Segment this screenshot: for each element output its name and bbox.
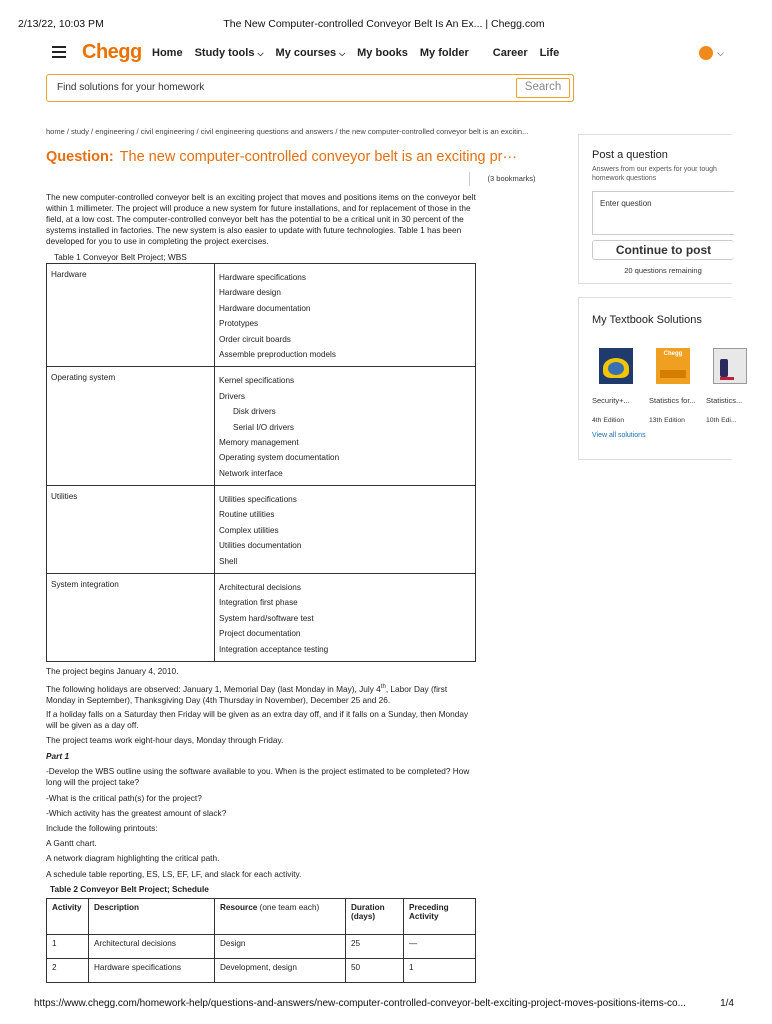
view-all-solutions-link[interactable]: View all solutions (592, 432, 646, 439)
nav-home[interactable] (152, 47, 183, 59)
cell-preceding: — (404, 935, 476, 959)
schedule-table (46, 898, 476, 983)
chevron-down-icon: ⌵ (257, 49, 264, 58)
textbook-list (592, 348, 743, 438)
avatar[interactable] (699, 46, 713, 60)
cell-activity: 1 (47, 935, 89, 959)
cell-description: Architectural decisions (89, 935, 215, 959)
book-cover-image[interactable] (656, 348, 690, 384)
question-intro: The new computer-controlled conveyor belt is an exciting project that moves and positions items on the conveyor belt within 1 millimeter. The project will produce a new system for future installations, and for replacement of those in the field, at a low cost. The computer-controlled conveyor belt has the potential to be a critical unit in 30 percent of the systems installed in factories. The new system is also easier to update with future technologies. Table 1 has been developed for you to use in completing the project exercises. (46, 192, 476, 246)
post-question-subtitle: Answers from our experts for your tough homework questions (592, 166, 717, 182)
post-question-title: Post a question (592, 149, 668, 161)
nav-links (152, 47, 571, 59)
wbs-category: Operating system (47, 367, 215, 486)
search-input[interactable]: Find solutions for your homework (57, 82, 205, 93)
nav-life-label: Life (539, 47, 560, 59)
wbs-item: Routine utilities (219, 510, 275, 520)
wbs-item: Order circuit boards (219, 334, 291, 344)
wbs-item: Assemble preproduction models (219, 349, 336, 359)
question-input-placeholder: Enter question (600, 199, 652, 208)
wbs-item: Memory management (219, 437, 299, 447)
wbs-items (215, 574, 476, 662)
wbs-subitem: Disk drivers (233, 407, 276, 417)
bookmarks-count[interactable]: (3 bookmarks) (469, 172, 553, 186)
nav-study-tools[interactable] (195, 47, 264, 59)
wbs-category: Hardware (47, 264, 215, 367)
book-cover-image[interactable] (713, 348, 747, 384)
questions-remaining: 20 questions remaining (624, 266, 702, 275)
question-item: Include the following printouts: (46, 823, 158, 833)
book-edition: 4th Edition (592, 417, 625, 424)
wbs-item: Operating system documentation (219, 453, 340, 463)
cell-resource: Design (215, 935, 346, 959)
wbs-item: Integration first phase (219, 598, 298, 608)
holidays-text-a: The following holidays are observed: January 1, Memorial Day (last Monday in May), July 4 (46, 683, 381, 694)
print-date: 2/13/22, 10:03 PM (18, 18, 104, 30)
nav-study-tools-label: Study tools (194, 47, 255, 59)
wbs-item: Utilities documentation (219, 541, 302, 551)
wbs-items (215, 367, 476, 486)
question-input[interactable] (592, 191, 734, 235)
question-item: -What is the critical path(s) for the project? (46, 793, 202, 803)
nav-home-label: Home (152, 47, 183, 59)
cell-preceding: 1 (404, 959, 476, 983)
chegg-logo[interactable]: Chegg (82, 41, 142, 63)
question-item: A Gantt chart. (46, 838, 97, 848)
book-title[interactable]: Security+... (592, 396, 630, 405)
wbs-items (215, 486, 476, 574)
cell-duration: 25 (346, 935, 404, 959)
nav-my-courses[interactable] (276, 47, 346, 59)
wbs-item: Network interface (219, 468, 283, 478)
wbs-item: Architectural decisions (219, 583, 301, 593)
wbs-item: Utilities specifications (219, 495, 297, 505)
nav-career[interactable] (493, 47, 528, 59)
wbs-table (46, 263, 476, 662)
wbs-items (215, 264, 476, 367)
wbs-category: System integration (47, 574, 215, 662)
textbook-solutions-card (578, 297, 743, 460)
holidays-text-b: , Labor Day (first Monday in September), Thanksgiving Day (4th Thursday in November), December 25 and 26. (46, 683, 448, 705)
textbook-solutions-title: My Textbook Solutions (592, 314, 702, 326)
question-title: The new computer-controlled conveyor belt is an exciting pr··· (119, 149, 517, 165)
print-url: https://www.chegg.com/homework-help/questions-and-answers/new-computer-controlled-conveyor-belt-exciting-project-moves-positions-items-co... (34, 998, 686, 1009)
wbs-item: System hard/software test (219, 613, 314, 623)
wbs-subitem: Serial I/O drivers (233, 422, 294, 432)
wbs-item: Hardware documentation (219, 303, 311, 313)
part-label: Part 1 (46, 751, 70, 761)
col-resource-note: (one team each) (259, 903, 320, 912)
nav-my-books-label: My books (357, 47, 408, 59)
col-resource (215, 899, 346, 935)
book-edition: 13th Edition (649, 417, 685, 424)
print-page-title: The New Computer-controlled Conveyor Belt Is An Ex... | Chegg.com (223, 18, 545, 30)
wbs-item: Shell (219, 556, 238, 566)
col-description: Description (89, 899, 215, 935)
hamburger-menu-icon[interactable] (52, 46, 66, 58)
table-row (47, 486, 476, 574)
nav-life[interactable] (540, 47, 560, 59)
user-menu[interactable] (699, 46, 724, 60)
search-button[interactable]: Search (516, 78, 570, 98)
holidays-superscript: th (380, 684, 386, 690)
table-row (47, 959, 476, 983)
book-cover-label: Chegg (663, 351, 683, 357)
nav-career-label: Career (492, 47, 528, 59)
book-edition: 10th Edi... (706, 417, 737, 424)
question-item: A network diagram highlighting the critical path. (46, 853, 220, 863)
question-label: Question: (46, 149, 114, 165)
wbs-item: Hardware design (219, 288, 281, 298)
workdays-text: The project teams work eight-hour days, Monday through Friday. (46, 735, 284, 745)
wbs-category: Utilities (47, 486, 215, 574)
continue-to-post-button[interactable]: Continue to post (592, 240, 734, 260)
print-page-number: 1/4 (720, 998, 734, 1009)
nav-my-courses-label: My courses (275, 47, 337, 59)
wbs-item: Kernel specifications (219, 376, 295, 386)
wbs-item: Prototypes (219, 319, 259, 329)
table-header-row (47, 899, 476, 935)
question-item: A schedule table reporting, ES, LS, EF, LF, and slack for each activity. (46, 869, 302, 879)
table-row (47, 367, 476, 486)
wbs-item: Project documentation (219, 629, 301, 639)
cell-duration: 50 (346, 959, 404, 983)
col-resource-label: Resource (220, 903, 258, 912)
nav-my-folder-label: My folder (419, 47, 469, 59)
chevron-down-icon[interactable]: ⌵ (717, 47, 724, 58)
nav-my-books[interactable] (357, 47, 408, 59)
question-item: -Which activity has the greatest amount of slack? (46, 808, 227, 818)
book-title[interactable]: Statistics... (706, 396, 743, 405)
wbs-item: Hardware specifications (219, 273, 306, 282)
wbs-item: Integration acceptance testing (219, 644, 329, 654)
table2-caption: Table 2 Conveyor Belt Project; Schedule (50, 884, 209, 894)
chevron-down-icon: ⌵ (339, 49, 346, 58)
nav-my-folder[interactable] (420, 47, 469, 59)
wbs-item: Complex utilities (219, 525, 279, 535)
page-title (46, 149, 560, 165)
question-item: -Develop the WBS outline using the software available to you. When is the project estimated to be completed? How long will the project take? (46, 766, 470, 787)
table1-caption: Table 1 Conveyor Belt Project; WBS (54, 252, 187, 262)
print-header (18, 18, 750, 30)
post-question-card (578, 134, 732, 284)
table-row (47, 264, 476, 367)
holidays-text (46, 682, 476, 706)
cell-resource: Development, design (215, 959, 346, 983)
book-title[interactable]: Statistics for... (649, 396, 696, 405)
cell-activity: 2 (47, 959, 89, 983)
col-activity: Activity (47, 899, 89, 935)
col-duration: Duration (days) (346, 899, 404, 935)
breadcrumb[interactable]: home / study / engineering / civil engineering / civil engineering questions and answers / the new computer-controlled conveyor belt is an excitin... (46, 127, 529, 136)
book-cover-image[interactable] (599, 348, 633, 384)
top-nav (52, 42, 740, 68)
project-start-text: The project begins January 4, 2010. (46, 666, 179, 676)
weekend-text: If a holiday falls on a Saturday then Friday will be given as an extra day off, and if it falls on a Sunday, then Monday will be given as a day off. (46, 709, 469, 730)
print-footer (34, 998, 734, 1010)
table-row (47, 935, 476, 959)
table-row (47, 574, 476, 662)
search-bar (46, 74, 574, 102)
cell-description: Hardware specifications (89, 959, 215, 983)
col-preceding: Preceding Activity (404, 899, 476, 935)
wbs-item: Drivers (219, 391, 245, 401)
